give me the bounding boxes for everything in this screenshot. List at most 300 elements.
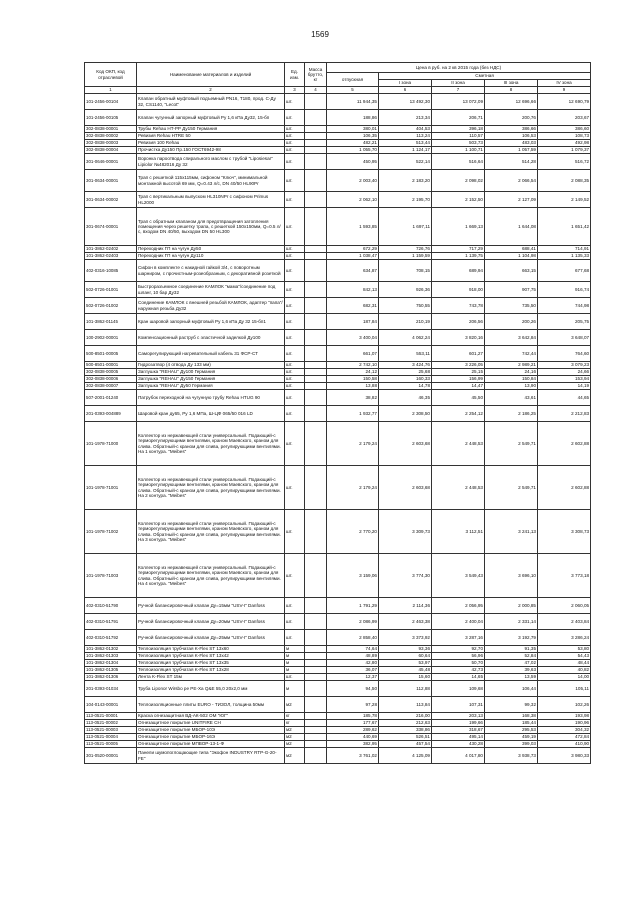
cell-name: Соединение КАМЛОК с внешней резьбой КАМЛОК, адаптер "папа"/наружная резьба Ду32 — [137, 298, 285, 314]
cell-code: 302-0838-00002 — [85, 133, 137, 140]
cell-price-zone-2: 2 254,12 — [432, 406, 485, 422]
cell-code: 301-0674-00001 — [85, 208, 137, 246]
cell-price-zone-3: 742,44 — [485, 346, 538, 362]
cell-price-zone-1: 46,35 — [379, 390, 432, 406]
table-row — [85, 554, 591, 598]
table-header — [85, 63, 591, 94]
table-row — [85, 510, 591, 554]
cell-unit: шт. — [285, 362, 305, 369]
cell-code: 302-0838-00004 — [85, 147, 137, 154]
cell-mass — [305, 660, 327, 667]
cell-unit: шт. — [285, 598, 305, 614]
cell-name: Огнезащитное покрытие МБОР-16Э — [137, 734, 285, 741]
cell-price-zone-4: 764,60 — [538, 346, 591, 362]
cell-price-zone-4: 1 651,42 — [538, 208, 591, 246]
cell-mass — [305, 246, 327, 253]
cell-price-zone-1: 45,48 — [379, 667, 432, 674]
cell-code: 402-0316-10085 — [85, 260, 137, 282]
cell-price-zone-3: 200,26 — [485, 314, 538, 330]
cell-price-otpusk: 2 742,10 — [327, 362, 379, 369]
cell-price-zone-1: 93,36 — [379, 646, 432, 653]
cell-code: 301-0646-00001 — [85, 154, 137, 170]
cell-price-zone-2: 50,70 — [432, 660, 485, 667]
table-row — [85, 154, 591, 170]
cell-mass — [305, 170, 327, 192]
cell-name: Теплоизоляция трубчатая K-Flex ST 13x42 — [137, 653, 285, 660]
table-row — [85, 727, 591, 734]
cell-unit: шт. — [285, 383, 305, 390]
cell-name: Заглушка "REHAU" Ду50 Германия — [137, 383, 285, 390]
header-index: 6 — [379, 87, 432, 94]
cell-price-zone-1: 60,64 — [379, 653, 432, 660]
cell-mass — [305, 369, 327, 376]
cell-code: 201-0393-004889 — [85, 406, 137, 422]
price-table — [84, 62, 591, 764]
cell-price-zone-1: 3 424,76 — [379, 362, 432, 369]
cell-price-otpusk: 289,62 — [327, 727, 379, 734]
cell-price-zone-2: 14,65 — [432, 674, 485, 681]
cell-price-zone-4: 53,80 — [538, 646, 591, 653]
table-row — [85, 362, 591, 369]
cell-price-zone-4: 108,73 — [538, 133, 591, 140]
cell-mass — [305, 154, 327, 170]
cell-price-zone-2: 92,70 — [432, 646, 485, 653]
cell-price-zone-4: 3 308,73 — [538, 510, 591, 554]
cell-price-otpusk: 1 038,47 — [327, 253, 379, 260]
cell-name: Коллектор из нержавеющей стали универсальный. Подающий-с терморегулирующими вентилями, краном Маевского, краном для слива. Обратный-с краном для слива, регулирующими вентилями. На 2 контура. "Meibes" — [137, 466, 285, 510]
cell-price-otpusk: 187,84 — [327, 314, 379, 330]
cell-price-otpusk: 450,95 — [327, 154, 379, 170]
cell-price-zone-2: 110,57 — [432, 133, 485, 140]
cell-price-zone-4: 1 135,33 — [538, 253, 591, 260]
cell-price-zone-2: 2 448,53 — [432, 466, 485, 510]
table-row — [85, 406, 591, 422]
cell-code: 402-0310-51791 — [85, 614, 137, 630]
cell-price-otpusk: 13,88 — [327, 383, 379, 390]
cell-price-zone-1: 113,24 — [379, 133, 432, 140]
cell-price-otpusk: 2 858,40 — [327, 630, 379, 646]
cell-code: 100-2902-00001 — [85, 330, 137, 346]
cell-price-zone-3: 2 989,21 — [485, 362, 538, 369]
cell-price-zone-3: 399,03 — [485, 741, 538, 748]
cell-price-zone-1: 2 195,70 — [379, 192, 432, 208]
cell-name: Краска огнезащитная ВД-АК-502 ОМ "ЮГ" — [137, 713, 285, 720]
cell-price-zone-2: 3 112,51 — [432, 510, 485, 554]
cell-unit: шт. — [285, 208, 305, 246]
cell-name: Ревизия 100 Rehau — [137, 140, 285, 147]
cell-unit: шт. — [285, 346, 305, 362]
cell-mass — [305, 192, 327, 208]
cell-unit: шт. — [285, 246, 305, 253]
table-row — [85, 192, 591, 208]
cell-name: Заглушка "REHAU" Ду150 Германия — [137, 376, 285, 383]
cell-name: Ручной балансировочный клапан Ду=15мм "USV-I" Danfoss — [137, 598, 285, 614]
cell-price-zone-4: 410,90 — [538, 741, 591, 748]
cell-price-zone-3: 3 642,84 — [485, 330, 538, 346]
cell-unit: шт. — [285, 422, 305, 466]
cell-price-zone-2: 3 549,43 — [432, 554, 485, 598]
cell-price-zone-2: 743,78 — [432, 298, 485, 314]
cell-unit: шт. — [285, 314, 305, 330]
cell-name: Коллектор из нержавеющей стали универсальный. Подающий-с терморегулирующими вентилями, краном Маевского, краном для слива. Обратный-с краном для слива, регулирующими вентилями. На 1 контура. "Meibes" — [137, 422, 285, 466]
header-code: Код ОКП, код отраслевой — [85, 63, 137, 87]
table-row — [85, 660, 591, 667]
cell-price-zone-2: 2 448,53 — [432, 422, 485, 466]
cell-price-zone-4: 102,26 — [538, 697, 591, 713]
cell-price-zone-2: 3 287,16 — [432, 630, 485, 646]
header-zone-2: II зона — [432, 80, 485, 87]
header-price-title: Цена в руб. на 2 кв 2015 года (без НДС) — [327, 63, 591, 73]
table-row — [85, 314, 591, 330]
cell-price-zone-3: 459,19 — [485, 734, 538, 741]
cell-price-zone-4: 677,68 — [538, 260, 591, 282]
cell-mass — [305, 140, 327, 147]
cell-price-otpusk: 682,31 — [327, 298, 379, 314]
cell-unit: шт. — [285, 674, 305, 681]
cell-price-zone-1: 3 309,73 — [379, 510, 432, 554]
cell-price-zone-4: 205,75 — [538, 314, 591, 330]
cell-price-zone-3: 2 549,71 — [485, 466, 538, 510]
cell-price-zone-4: 2 403,84 — [538, 614, 591, 630]
cell-price-zone-1: 2 603,68 — [379, 422, 432, 466]
cell-price-otpusk: 1 055,70 — [327, 147, 379, 154]
cell-price-zone-3: 39,63 — [485, 667, 538, 674]
table-row — [85, 133, 591, 140]
table-row — [85, 246, 591, 253]
cell-price-otpusk: 12,37 — [327, 674, 379, 681]
cell-code: 101-3862-01303 — [85, 653, 137, 660]
cell-code: 201-0393-01034 — [85, 681, 137, 697]
cell-price-otpusk: 634,87 — [327, 260, 379, 282]
cell-mass — [305, 646, 327, 653]
cell-name: Трап с решеткой 115x115мм, сифоном "Ключ", минимальной монтажной высотой 69 мм, Q=0.43 л/с, DN 40/50 HL90Pr — [137, 170, 285, 192]
cell-code: 502-0726-01002 — [85, 298, 137, 314]
cell-price-otpusk: 380,01 — [327, 126, 379, 133]
cell-price-zone-4: 472,84 — [538, 734, 591, 741]
cell-price-zone-1: 3 373,92 — [379, 630, 432, 646]
cell-price-zone-3: 2 549,71 — [485, 422, 538, 466]
cell-price-zone-3: 43,61 — [485, 390, 538, 406]
cell-mass — [305, 376, 327, 383]
cell-mass — [305, 253, 327, 260]
cell-price-zone-1: 113,84 — [379, 697, 432, 713]
cell-name: Патрубок переходной на чугунную трубу Rehau HTUG 90 — [137, 390, 285, 406]
cell-price-otpusk: 11 944,35 — [327, 94, 379, 110]
cell-mass — [305, 126, 327, 133]
cell-price-otpusk: 842,13 — [327, 282, 379, 298]
cell-unit: м2 — [285, 741, 305, 748]
cell-price-zone-3: 663,15 — [485, 260, 538, 282]
cell-price-zone-3: 185,44 — [485, 720, 538, 727]
table-row — [85, 298, 591, 314]
cell-name: Коллектор из нержавеющей стали универсальный. Подающий-с терморегулирующими вентилями, краном Маевского, краном для слива. Обратный-с краном для слива, регулирующими вентилями. На 3 контура. "Meibes" — [137, 510, 285, 554]
cell-price-zone-4: 916,74 — [538, 282, 591, 298]
table-row — [85, 720, 591, 727]
cell-price-zone-1: 1 697,11 — [379, 208, 432, 246]
cell-price-zone-1: 210,19 — [379, 314, 432, 330]
cell-mass — [305, 133, 327, 140]
cell-price-zone-2: 1 100,71 — [432, 147, 485, 154]
cell-price-otpusk: 672,29 — [327, 246, 379, 253]
cell-mass — [305, 614, 327, 630]
cell-code: 113-0521-00002 — [85, 720, 137, 727]
cell-price-zone-2: 156,99 — [432, 376, 485, 383]
header-zone-3: III зона — [485, 80, 538, 87]
cell-price-zone-4: 24,66 — [538, 369, 591, 376]
cell-price-zone-1: 522,14 — [379, 154, 432, 170]
cell-price-zone-4: 3 079,23 — [538, 362, 591, 369]
cell-price-otpusk: 2 062,10 — [327, 192, 379, 208]
cell-price-zone-3: 200,76 — [485, 110, 538, 126]
cell-price-zone-4: 714,91 — [538, 246, 591, 253]
table-row — [85, 390, 591, 406]
cell-mass — [305, 208, 327, 246]
cell-price-otpusk: 1 791,29 — [327, 598, 379, 614]
table-row — [85, 748, 591, 764]
cell-code: 101-3862-01306 — [85, 674, 137, 681]
cell-unit: шт. — [285, 510, 305, 554]
cell-price-zone-3: 483,03 — [485, 140, 538, 147]
cell-price-zone-4: 2 602,88 — [538, 422, 591, 466]
cell-price-otpusk: 2 179,24 — [327, 466, 379, 510]
cell-price-zone-3: 2 186,25 — [485, 406, 538, 422]
cell-price-zone-2: 25,15 — [432, 369, 485, 376]
cell-unit: шт. — [285, 614, 305, 630]
cell-unit: м2 — [285, 727, 305, 734]
cell-mass — [305, 667, 327, 674]
cell-price-zone-2: 45,50 — [432, 390, 485, 406]
table-row — [85, 369, 591, 376]
cell-price-zone-4: 2 212,83 — [538, 406, 591, 422]
cell-price-zone-3: 47,02 — [485, 660, 538, 667]
cell-unit: шт. — [285, 126, 305, 133]
cell-unit: м — [285, 667, 305, 674]
cell-name: Трубы Rehau HT-PP Ду150 Германия — [137, 126, 285, 133]
cell-unit: шт. — [285, 260, 305, 282]
cell-price-zone-3: 168,38 — [485, 713, 538, 720]
cell-name: Прочистка Ду150 Пр.150 ГОСТ6942-98 — [137, 147, 285, 154]
cell-unit: кг — [285, 720, 305, 727]
cell-price-zone-4: 2 149,52 — [538, 192, 591, 208]
cell-unit: шт. — [285, 154, 305, 170]
table-body — [85, 94, 591, 764]
cell-price-zone-2: 430,28 — [432, 741, 485, 748]
cell-code: 113-0521-00001 — [85, 713, 137, 720]
table-row — [85, 741, 591, 748]
cell-name: Саморегулирующий нагревательный кабель 31 ФСР-СТ — [137, 346, 285, 362]
cell-unit: шт. — [285, 330, 305, 346]
header-unit: Ед. изм. — [285, 63, 305, 87]
cell-price-zone-3: 514,28 — [485, 154, 538, 170]
cell-price-zone-3: 1 104,98 — [485, 253, 538, 260]
cell-mass — [305, 720, 327, 727]
cell-price-otpusk: 36,07 — [327, 667, 379, 674]
cell-price-zone-4: 2 088,35 — [538, 170, 591, 192]
cell-price-zone-4: 40,82 — [538, 667, 591, 674]
cell-price-otpusk: 42,80 — [327, 660, 379, 667]
cell-price-zone-1: 53,97 — [379, 660, 432, 667]
cell-unit: м2 — [285, 697, 305, 713]
cell-price-zone-1: 926,36 — [379, 282, 432, 298]
cell-price-zone-1: 338,86 — [379, 727, 432, 734]
cell-price-zone-3: 688,41 — [485, 246, 538, 253]
cell-price-zone-1: 1 159,59 — [379, 253, 432, 260]
cell-mass — [305, 697, 327, 713]
table-row — [85, 208, 591, 246]
cell-price-zone-2: 601,27 — [432, 346, 485, 362]
cell-price-zone-3: 13,59 — [485, 674, 538, 681]
header-otpusk: отпускная — [327, 73, 379, 87]
cell-price-zone-1: 513,44 — [379, 140, 432, 147]
cell-price-zone-2: 206,71 — [432, 110, 485, 126]
cell-price-zone-4: 193,98 — [538, 713, 591, 720]
header-index: 9 — [538, 87, 591, 94]
cell-name: Теплоизоляция трубчатая K-Flex ST 13x60 — [137, 646, 285, 653]
cell-price-zone-3: 295,53 — [485, 727, 538, 734]
cell-price-zone-2: 717,29 — [432, 246, 485, 253]
cell-price-otpusk: 97,28 — [327, 697, 379, 713]
cell-mass — [305, 314, 327, 330]
table-row — [85, 376, 591, 383]
cell-price-zone-2: 206,56 — [432, 314, 485, 330]
cell-price-zone-4: 386,60 — [538, 126, 591, 133]
cell-code: 507-2001-01240 — [85, 390, 137, 406]
cell-name: Гидрозатвор (4 отвода Ду 133 мм) — [137, 362, 285, 369]
cell-price-otpusk: 24,12 — [327, 369, 379, 376]
cell-code: 302-0838-00003 — [85, 140, 137, 147]
cell-price-zone-1: 457,54 — [379, 741, 432, 748]
cell-price-zone-1: 15,60 — [379, 674, 432, 681]
cell-unit: шт. — [285, 170, 305, 192]
cell-code: 402-0310-51790 — [85, 598, 137, 614]
cell-mass — [305, 510, 327, 554]
cell-unit: м2 — [285, 748, 305, 764]
cell-price-otpusk: 2 770,20 — [327, 510, 379, 554]
cell-unit: шт. — [285, 466, 305, 510]
cell-name: Клапан чугунный запорный муфтовый Ру 1,6 кПа Ду32, 15-бп — [137, 110, 285, 126]
table-row — [85, 383, 591, 390]
cell-mass — [305, 466, 327, 510]
cell-name: Огнезащитное покрытие МБОР-10Э — [137, 727, 285, 734]
cell-price-zone-1: 526,51 — [379, 734, 432, 741]
cell-name: Теплоизоляционные плиты EURO - ТИЗОЛ, толщина 50мм — [137, 697, 285, 713]
table-row — [85, 614, 591, 630]
cell-name: Переходник ГП на чугун Ду110 — [137, 253, 285, 260]
cell-unit: шт. — [285, 376, 305, 383]
header-zone-4: IV зона — [538, 80, 591, 87]
cell-price-zone-2: 107,31 — [432, 697, 485, 713]
cell-price-zone-3: 3 938,73 — [485, 748, 538, 764]
cell-name: Заглушка "REHAU" Ду100 Германия — [137, 369, 285, 376]
cell-code: 101-1978-71000 — [85, 422, 137, 466]
header-index: 7 — [432, 87, 485, 94]
cell-code: 101-3862-01304 — [85, 660, 137, 667]
cell-price-otpusk: 3 400,04 — [327, 330, 379, 346]
cell-name: Трап с обратным клапаном для предотвращения затопления помещения через решетку трапа, с решеткой 150x150мм, Q=0.5 л/с, входом DN 40/50, выходом DN 50 HL300 — [137, 208, 285, 246]
cell-code: 500-8501-00001 — [85, 362, 137, 369]
cell-price-zone-2: 2 400,04 — [432, 614, 485, 630]
cell-price-zone-3: 907,75 — [485, 282, 538, 298]
cell-price-zone-1: 14,78 — [379, 383, 432, 390]
cell-unit: шт. — [285, 133, 305, 140]
cell-price-zone-2: 3 226,05 — [432, 362, 485, 369]
cell-price-zone-2: 1 139,75 — [432, 253, 485, 260]
header-index: 8 — [485, 87, 538, 94]
cell-name: Быстроразъемное соединение КАМЛОК "мама"/соединение под шланг, 10 бар Ду32 — [137, 282, 285, 298]
cell-name: Огнезащитное покрытие UNITFIRE CH — [137, 720, 285, 727]
cell-price-zone-2: 2 056,95 — [432, 598, 485, 614]
cell-name: Панели шумопоглощающие типа "Экофон INDUSTRY RTP-G-20-FE" — [137, 748, 285, 764]
cell-price-zone-3: 106,53 — [485, 133, 538, 140]
cell-unit: шт. — [285, 369, 305, 376]
table-row — [85, 282, 591, 298]
table-row — [85, 713, 591, 720]
cell-price-zone-3: 2 127,09 — [485, 192, 538, 208]
cell-price-zone-1: 13 492,30 — [379, 94, 432, 110]
table-row — [85, 697, 591, 713]
cell-name: Переходник ГП на чугун Ду50 — [137, 246, 285, 253]
cell-price-zone-1: 112,88 — [379, 681, 432, 697]
cell-price-zone-1: 2 308,50 — [379, 406, 432, 422]
cell-price-zone-4: 190,96 — [538, 720, 591, 727]
cell-price-zone-1: 4 062,24 — [379, 330, 432, 346]
cell-price-zone-4: 48,44 — [538, 660, 591, 667]
cell-price-zone-4: 492,98 — [538, 140, 591, 147]
cell-price-zone-3: 13,90 — [485, 383, 538, 390]
table-row — [85, 140, 591, 147]
cell-price-zone-2: 13 072,09 — [432, 94, 485, 110]
cell-unit: шт. — [285, 110, 305, 126]
table-row — [85, 170, 591, 192]
table-row — [85, 466, 591, 510]
cell-price-zone-1: 25,68 — [379, 369, 432, 376]
cell-name: Теплоизоляция трубчатая K-Flex ST 13x35 — [137, 660, 285, 667]
table-row — [85, 674, 591, 681]
cell-price-otpusk: 2 179,24 — [327, 422, 379, 466]
cell-price-zone-4: 54,43 — [538, 653, 591, 660]
cell-mass — [305, 110, 327, 126]
cell-code: 101-1978-71001 — [85, 466, 137, 510]
cell-price-otpusk: 177,67 — [327, 720, 379, 727]
cell-name: Трап с вертикальным выпуском HL310NPr с сифоном Primus HL2000 — [137, 192, 285, 208]
cell-price-zone-4: 1 079,37 — [538, 147, 591, 154]
cell-code: 301-0634-00001 — [85, 170, 137, 192]
header-index: 5 — [327, 87, 379, 94]
cell-price-zone-1: 4 125,09 — [379, 748, 432, 764]
cell-unit: шт. — [285, 298, 305, 314]
cell-mass — [305, 727, 327, 734]
cell-price-otpusk: 188,86 — [327, 110, 379, 126]
cell-price-otpusk: 1 932,77 — [327, 406, 379, 422]
table-row — [85, 253, 591, 260]
cell-price-zone-1: 404,53 — [379, 126, 432, 133]
table-row — [85, 681, 591, 697]
cell-code: 101-3862-01305 — [85, 667, 137, 674]
cell-price-zone-4: 2 060,05 — [538, 598, 591, 614]
cell-price-zone-4: 3 773,18 — [538, 554, 591, 598]
cell-mass — [305, 713, 327, 720]
cell-price-zone-4: 14,19 — [538, 383, 591, 390]
cell-code: 101-3862-02403 — [85, 253, 137, 260]
cell-price-zone-3: 2 066,54 — [485, 170, 538, 192]
cell-name: Ручной балансировочный клапан Ду=20мм "USV-I" Danfoss — [137, 614, 285, 630]
cell-mass — [305, 94, 327, 110]
table-row — [85, 653, 591, 660]
cell-price-zone-1: 750,55 — [379, 298, 432, 314]
cell-name: Теплоизоляция трубчатая K-Flex ST 13x28 — [137, 667, 285, 674]
table-row — [85, 646, 591, 653]
table-row — [85, 147, 591, 154]
